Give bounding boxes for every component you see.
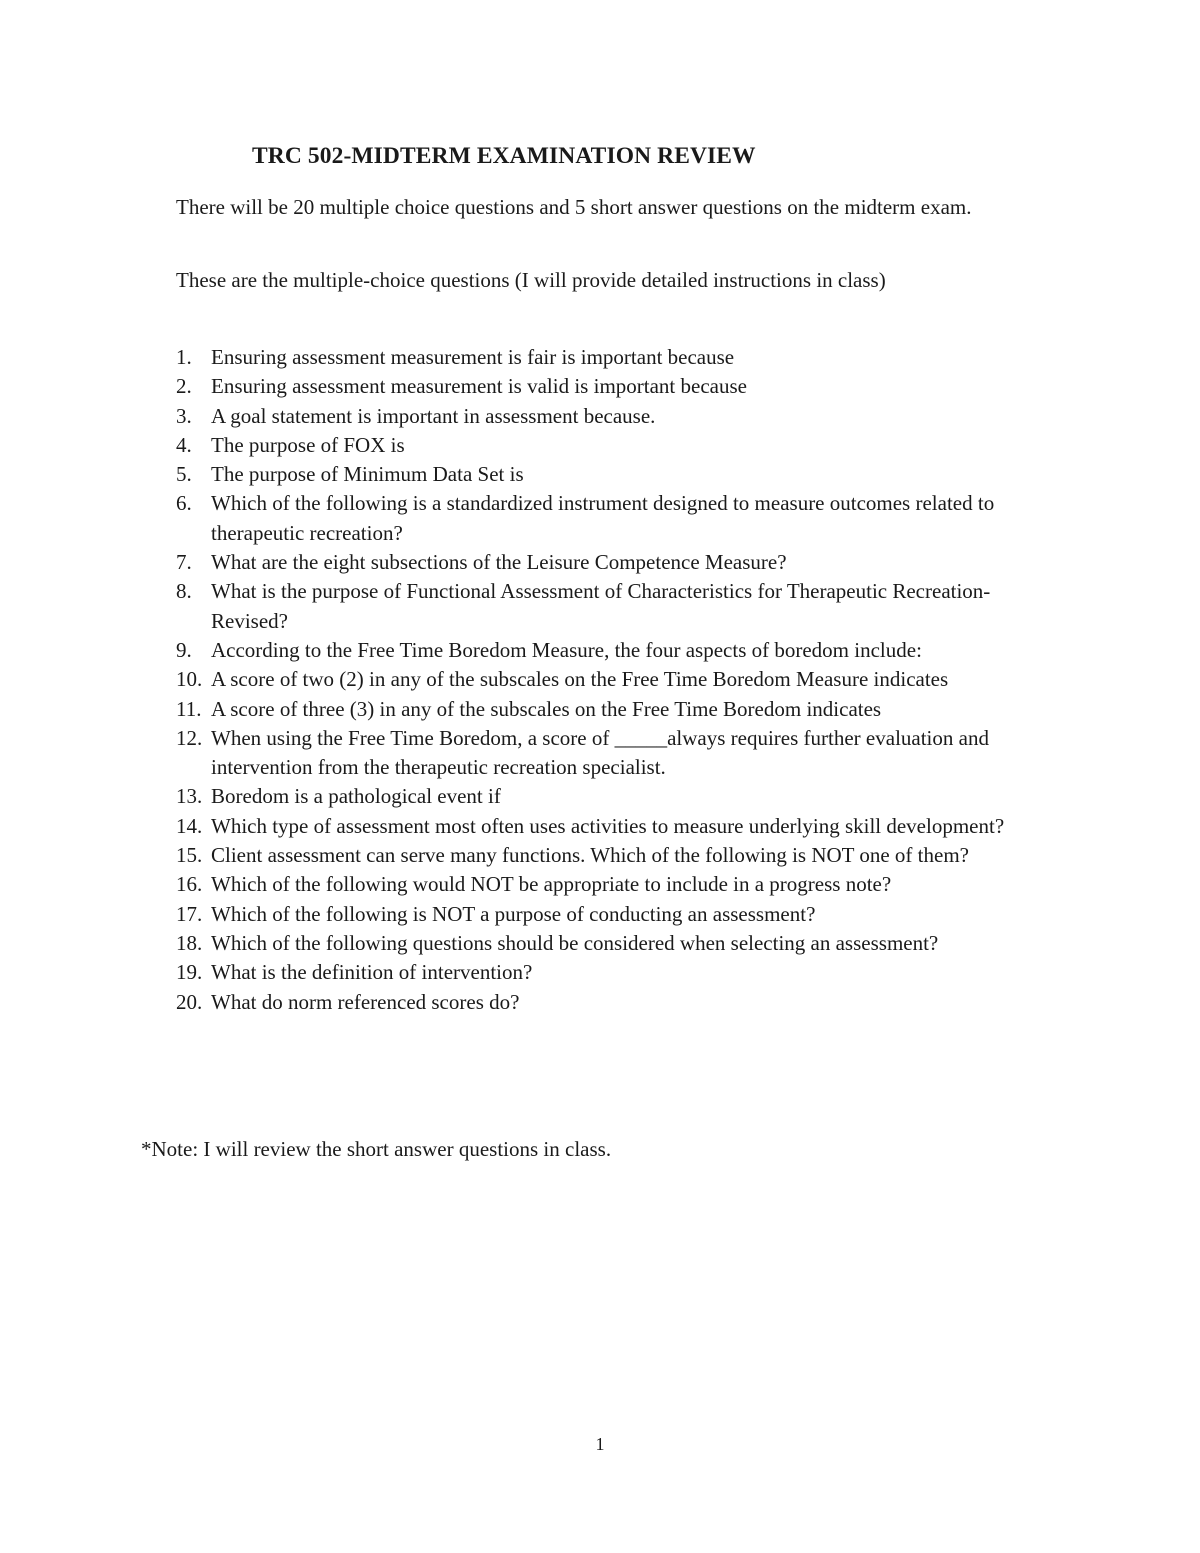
question-number: 8. [176,579,192,604]
question-number: 15. [176,843,203,868]
question-number: 1. [176,345,192,369]
question-text: A goal statement is important in assessment because. [211,403,656,428]
question-item [176,724,1056,783]
intro-paragraph: There will be 20 multiple choice questions and 5 short answer questions on the midterm exam. [176,195,972,219]
question-text: Which of the following is NOT a purpose of conducting an assessment? [211,901,816,926]
question-text: When using the Free Time Boredom, a score of _____always requires further evaluation and intervention from the therapeutic recreation specialist. [211,725,989,780]
question-item [176,812,1056,841]
question-number: 2. [176,374,192,399]
question-item [176,489,1056,548]
question-item [176,929,1056,958]
question-text: According to the Free Time Boredom Measure, the four aspects of boredom include: [211,637,922,662]
question-text: The purpose of FOX is [211,432,405,457]
question-text: A score of two (2) in any of the subscales on the Free Time Boredom Measure indicates [211,667,949,692]
question-number: 18. [176,930,203,955]
question-number: 14. [176,813,203,838]
question-number: 16. [176,872,203,897]
question-number: 13. [176,784,203,809]
question-number: 3. [176,403,192,428]
question-text: Which of the following questions should be considered when selecting an assessment? [211,930,939,955]
question-text: What is the purpose of Functional Assessment of Characteristics for Therapeutic Recreation-Revised? [211,579,991,633]
question-item [176,460,1056,489]
question-number: 11. [176,696,202,721]
question-text: The purpose of Minimum Data Set is [211,462,524,487]
mc-intro-paragraph: These are the multiple-choice questions (I will provide detailed instructions in class) [176,268,886,292]
question-item [176,343,1056,372]
question-text: Which of the following would NOT be appropriate to include in a progress note? [211,872,892,897]
question-item [176,665,1056,694]
question-number: 9. [176,637,192,662]
question-text: What do norm referenced scores do? [211,989,520,1014]
question-text: Which type of assessment most often uses activities to measure underlying skill development? [211,813,1005,838]
question-item [176,548,1056,577]
question-text: A score of three (3) in any of the subscales on the Free Time Boredom indicates [211,696,882,721]
question-text: What is the definition of intervention? [211,960,533,985]
question-item [176,988,1056,1017]
document-title: TRC 502-MIDTERM EXAMINATION REVIEW [252,143,756,169]
question-text: Ensuring assessment measurement is fair is important because [211,345,735,369]
question-item [176,402,1056,431]
page-number: 1 [595,1434,605,1454]
question-item [176,900,1056,929]
question-number: 19. [176,960,203,985]
question-item [176,636,1056,665]
question-item [176,870,1056,899]
question-number: 12. [176,725,203,750]
question-number: 7. [176,550,192,575]
question-item [176,372,1056,401]
question-text: What are the eight subsections of the Leisure Competence Measure? [211,550,787,575]
question-number: 20. [176,989,203,1014]
question-item [176,782,1056,811]
question-list [176,343,1056,1017]
question-item [176,695,1056,724]
question-item [176,958,1056,987]
question-text: Client assessment can serve many functions. Which of the following is NOT one of them? [211,843,969,868]
question-text: Ensuring assessment measurement is valid is important because [211,374,747,399]
question-number: 17. [176,901,203,926]
question-number: 5. [176,462,192,487]
question-item [176,841,1056,870]
short-answer-note: *Note: I will review the short answer questions in class. [141,1137,612,1161]
question-number: 10. [176,667,203,692]
question-text: Boredom is a pathological event if [211,784,501,809]
question-item [176,577,1056,636]
question-item [176,431,1056,460]
question-number: 6. [176,491,192,516]
question-number: 4. [176,432,192,457]
question-text: Which of the following is a standardized instrument designed to measure outcomes related to therapeutic recreation? [211,491,995,545]
